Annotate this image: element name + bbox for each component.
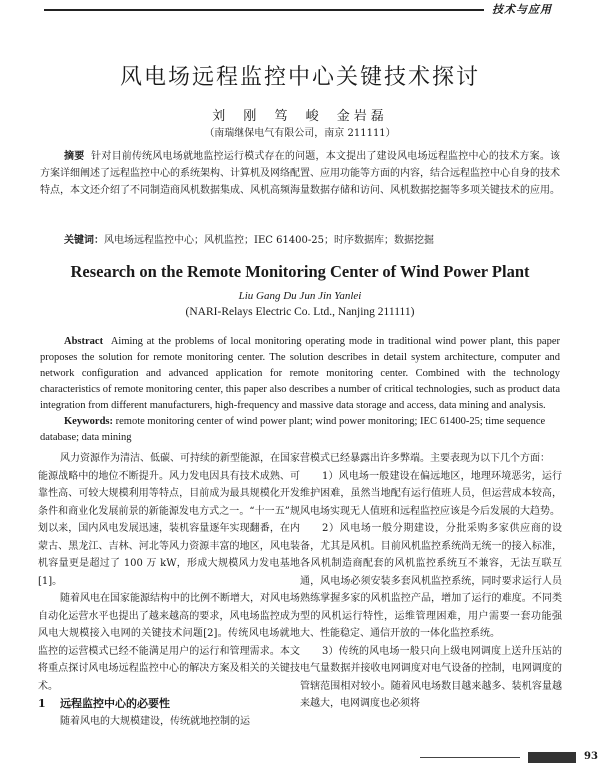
- chinese-keywords-label: 关键词：: [64, 235, 104, 246]
- header-rule: [44, 9, 484, 11]
- chinese-authors: 刘 刚 笃 峻 金岩磊: [212, 109, 388, 124]
- chinese-abstract-label: 摘要: [64, 151, 85, 162]
- english-title: Research on the Remote Monitoring Center of Wind Power Plant: [70, 262, 530, 281]
- body-paragraph: 1）风电场一般建设在偏远地区，地理环境恶劣，运行维护困难，虽然当地配有运行值班人员，但运营成本较高，风电场实现无人值班和远程监控应该是今后发展的大趋势。: [300, 470, 562, 517]
- body-column-right: [300, 450, 562, 713]
- chinese-title: 风电场远程监控中心关键技术探讨: [119, 65, 480, 90]
- body-paragraph: 风力资源作为清洁、低碳、可持续的新型能源，在国家能源战略中的地位不断提升。风力发电因具有技术成熟、可靠性高、可较大规模利用等特点，目前成为最具规模化开发条件和商业化发展前景的新能源发电方式之一。“十一五”规划以来，国内风电发展迅速，装机容量逐年实现翻番，在内蒙古、黑龙江、吉林、河北等风力资源丰富的地区，风电装机容量更是超过了 100 万 kW，形成大规模风力发电基地[1]。: [38, 453, 300, 587]
- english-authors: Liu Gang Du Jun Jin Yanlei: [238, 290, 362, 302]
- english-affiliation: (NARI-Relays Electric Co. Ltd., Nanjing 211111): [185, 306, 415, 318]
- section-heading: [38, 695, 300, 713]
- body-paragraph: 随着风电的大规模建设，传统就地控制的运: [60, 715, 250, 727]
- section-title: 远程监控中心的必要性: [60, 697, 170, 710]
- body-paragraph: 营模式已经暴露出许多弊端。主要表现为以下几个方面：: [300, 453, 550, 464]
- body-paragraph: 随着风电在国家能源结构中的比例不断增大，对风电场自动化运营水平也提出了越来越高的要求，风电场监控成为风电大规模接入电网的关键技术问题[2]。传统风电场就地监控的运营模式已经不能满足用户的运行和管理需求。本文将重点探讨风电场远程监控中心的解决方案及相关的关键技术。: [38, 593, 300, 692]
- chinese-keywords-text: 风电场远程监控中心；风机监控；IEC 61400-25；时序数据库；数据挖掘: [104, 235, 434, 246]
- body-paragraph: 2）风电场一般分期建设，分批采购多家供应商的设备，尤其是风机。目前风机监控系统尚无统一的接入标准，各风机制造商配套的风机监控系统互不兼容，无法互联互通，风电场必须安装多套风机监控系统，同时要求运行人员熟练掌握多家的风机监控产品，增加了运行的难度。不同类型的风机运行特性，运维管理困难，用户需要一套功能强大、性能稳定、通信开放的一体化监控系统。: [300, 523, 562, 639]
- english-abstract-text: Aiming at the problems of local monitoring operating mode in traditional wind power plant, this paper proposes the solution for remote monitoring center. The solution describes in detail system architecture, computer and network configuration and advanced application for remote monitoring center. Combined with the technology characteristics of remote monitoring center, this paper also describes a number of critical technologies, such as product data integration from different manufacturers, high-frequency and massive data storage and access, data mining and analysis.: [40, 336, 560, 411]
- chinese-affiliation: （南瑞继保电气有限公司，南京 211111）: [204, 128, 396, 139]
- body-column-left: [38, 450, 300, 730]
- english-keywords-text: remote monitoring center of wind power plant; wind power monitoring; IEC 61400-25; time sequence database; data mining: [40, 416, 546, 443]
- chinese-keywords: [40, 232, 560, 249]
- english-abstract: [40, 334, 560, 414]
- chinese-abstract: [40, 148, 560, 199]
- english-abstract-label: Abstract: [64, 336, 104, 347]
- section-label: 技术与应用: [492, 3, 552, 16]
- page-number: 93: [584, 751, 598, 762]
- footer-journal-block: [528, 752, 576, 763]
- body-paragraph: 3）传统的风电场一般只向上级电网调度上送升压站的电气量数据并接收电网调度对电气设备的控制，电网调度的管辖范围相对较小。随着风电场数目越来越多、装机容量越来越大，电网调度也必须将: [300, 645, 562, 709]
- english-keywords-label: Keywords:: [64, 416, 113, 427]
- english-keywords: [40, 414, 560, 446]
- section-number: 1: [38, 697, 46, 710]
- page-footer: [420, 752, 600, 763]
- chinese-abstract-text: 针对目前传统风电场就地监控运行模式存在的问题，本文提出了建设风电场远程监控中心的技术方案。该方案详细阐述了远程监控中心的系统架构、计算机及网络配置、应用功能等方面的内容，结合远程监控中心自身的技术特点，本文还介绍了不同制造商风机数据集成、风机高频海量数据存储和访问、风机数据挖掘等多项关键技术的应用。: [40, 151, 561, 196]
- footer-rule: [420, 757, 520, 758]
